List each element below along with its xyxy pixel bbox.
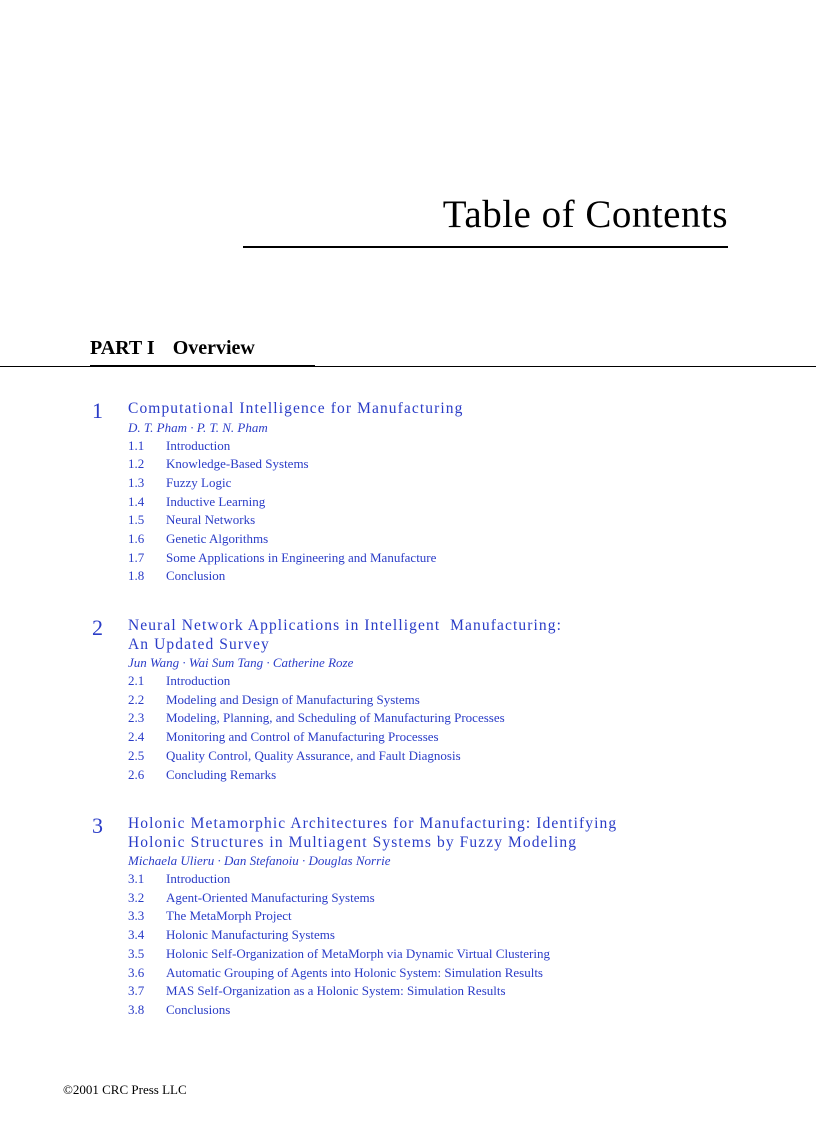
section-number: 2.1 (128, 673, 145, 688)
section-link[interactable] (128, 493, 464, 512)
section-title: Some Applications in Engineering and Manufacture (166, 549, 437, 565)
section-link[interactable] (128, 870, 617, 889)
chapter-title-link[interactable] (128, 400, 464, 419)
section-number: 2.2 (128, 691, 145, 707)
section-link[interactable] (128, 747, 562, 766)
section-title: Introduction (166, 673, 231, 688)
section-link[interactable] (128, 549, 464, 568)
chapter-authors: Michaela Ulieru · Dan Stefanoiu · Douglas Norrie (128, 853, 391, 868)
section-title: Quality Control, Quality Assurance, and Fault Diagnosis (166, 747, 461, 763)
section-list (128, 672, 562, 784)
section-title: Neural Networks (166, 512, 256, 528)
section-number: 2.3 (128, 710, 145, 726)
section-link[interactable] (128, 982, 617, 1001)
section-number: 3.5 (128, 945, 145, 961)
chapter-title-line: Neural Network Applications in Intelligent Manufacturing: (128, 617, 562, 634)
section-link[interactable] (128, 511, 464, 530)
section-link[interactable] (128, 728, 562, 747)
chapter-number: 3 (92, 813, 103, 838)
section-link[interactable] (128, 907, 617, 926)
section-number: 2.4 (128, 729, 145, 745)
section-number: 3.6 (128, 964, 145, 980)
chapter-authors: Jun Wang · Wai Sum Tang · Catherine Roze (128, 655, 354, 670)
section-title: MAS Self-Organization as a Holonic System: Simulation Results (166, 983, 506, 999)
section-title: The MetaMorph Project (166, 908, 292, 924)
chapter-title-line: An Updated Survey (128, 635, 270, 653)
section-number: 1.1 (128, 437, 145, 453)
section-title: Holonic Manufacturing Systems (166, 927, 335, 943)
section-link[interactable] (128, 691, 562, 710)
section-number: 3.2 (128, 889, 145, 905)
section-number: 3.3 (128, 908, 145, 924)
chapter-number: 1 (92, 398, 103, 423)
section-link[interactable] (128, 530, 464, 549)
chapter-title-line: Computational Intelligence for Manufacturing (128, 400, 464, 417)
section-list (128, 437, 464, 587)
section-link[interactable] (128, 1001, 617, 1020)
section-number: 3.8 (128, 1001, 145, 1017)
section-title: Modeling, Planning, and Scheduling of Manufacturing Processes (166, 710, 505, 726)
section-title: Introduction (166, 871, 231, 886)
section-number: 3.7 (128, 983, 145, 999)
section-link[interactable] (128, 709, 562, 728)
section-title: Genetic Algorithms (166, 531, 269, 547)
section-title: Automatic Grouping of Agents into Holonic System: Simulation Results (166, 964, 543, 980)
section-number: 1.8 (128, 568, 145, 584)
chapter-title-link[interactable] (128, 617, 562, 654)
section-link[interactable] (128, 926, 617, 945)
section-number: 2.5 (128, 747, 145, 763)
section-title: Inductive Learning (166, 493, 266, 509)
section-number: 1.2 (128, 456, 145, 472)
section-title: Conclusion (166, 568, 226, 584)
title-underline (243, 246, 728, 248)
chapter-2[interactable] (92, 617, 562, 784)
section-title: Agent-Oriented Manufacturing Systems (166, 889, 375, 905)
chapter-authors: D. T. Pham · P. T. N. Pham (128, 419, 268, 435)
section-number: 2.6 (128, 766, 145, 782)
copyright-footer: ©2001 CRC Press LLC (63, 1082, 187, 1097)
section-title: Holonic Self-Organization of MetaMorph via Dynamic Virtual Clustering (166, 945, 550, 961)
section-title: Introduction (166, 437, 231, 453)
section-link[interactable] (128, 455, 464, 474)
section-title: Knowledge-Based Systems (166, 456, 309, 472)
part-label: PART I (90, 337, 155, 359)
part-heading (90, 337, 255, 360)
section-link[interactable] (128, 567, 464, 586)
chapter-3[interactable] (92, 815, 617, 1020)
section-number: 1.7 (128, 549, 145, 565)
section-link[interactable] (128, 672, 562, 691)
chapter-title-line: Holonic Metamorphic Architectures for Manufacturing: Identifying (128, 815, 618, 832)
chapter-1[interactable] (92, 400, 464, 586)
section-title: Concluding Remarks (166, 766, 277, 782)
section-link[interactable] (128, 474, 464, 493)
section-number: 1.6 (128, 531, 145, 547)
chapter-title-line: Holonic Structures in Multiagent Systems by Fuzzy Modeling (128, 833, 578, 851)
section-number: 3.1 (128, 871, 145, 886)
section-list (128, 870, 617, 1020)
section-link[interactable] (128, 889, 617, 908)
section-number: 1.5 (128, 512, 145, 528)
part-name: Overview (172, 337, 255, 359)
page-title: Table of Contents (442, 193, 728, 236)
chapter-title-link[interactable] (128, 815, 617, 852)
section-number: 3.4 (128, 927, 145, 943)
section-link[interactable] (128, 945, 617, 964)
section-title: Monitoring and Control of Manufacturing Processes (166, 729, 439, 745)
section-number: 1.4 (128, 493, 145, 509)
part-underline (90, 365, 315, 367)
chapter-number: 2 (92, 615, 103, 640)
section-link[interactable] (128, 766, 562, 785)
section-title: Fuzzy Logic (166, 474, 232, 490)
section-title: Modeling and Design of Manufacturing Systems (166, 691, 420, 707)
section-title: Conclusions (166, 1001, 231, 1017)
section-link[interactable] (128, 437, 464, 456)
section-link[interactable] (128, 964, 617, 983)
section-number: 1.3 (128, 474, 145, 490)
